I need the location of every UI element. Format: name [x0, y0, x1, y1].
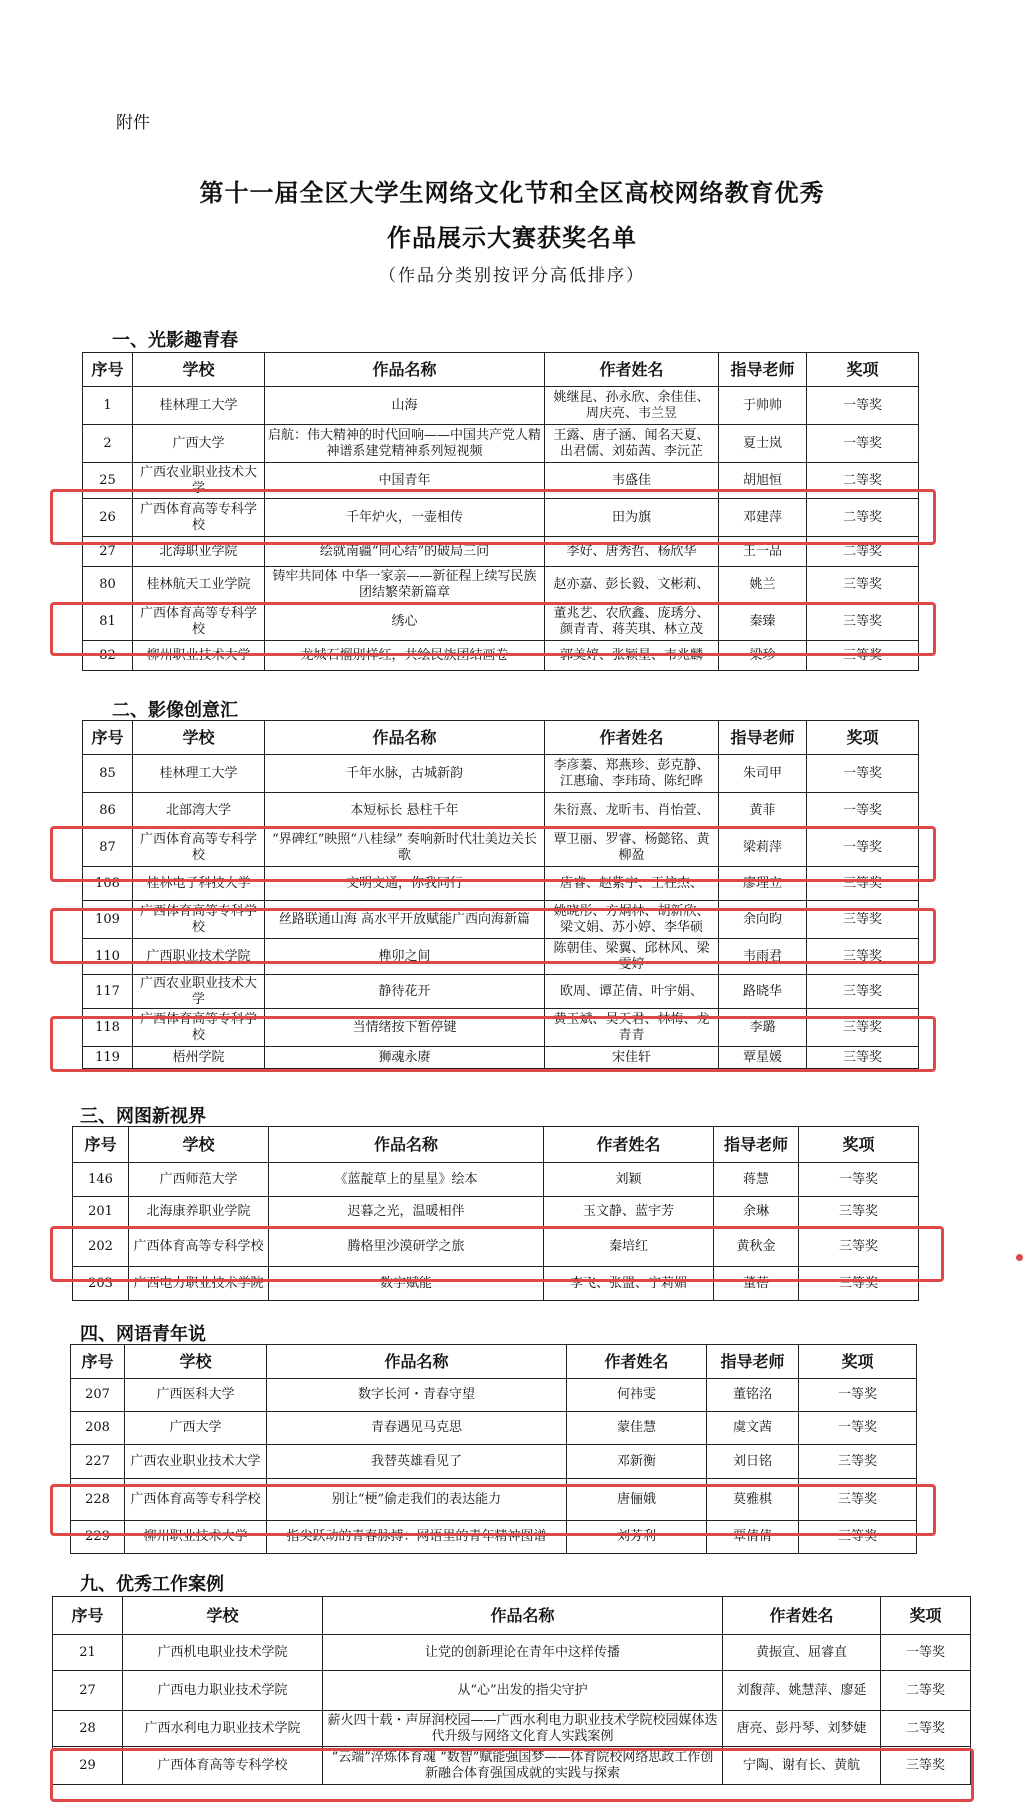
cell-award: 三等奖	[799, 1521, 917, 1554]
cell-work: 数字长河・青春守望	[267, 1379, 567, 1412]
table-row	[53, 1635, 971, 1671]
cell-author: 欧周、谭芷倩、叶宇娟、	[545, 975, 719, 1009]
table-row	[53, 1671, 971, 1711]
cell-advisor: 韦雨君	[719, 939, 807, 975]
header-advisor: 指导老师	[707, 1345, 799, 1379]
cell-no: 227	[71, 1445, 125, 1479]
header-award: 奖项	[799, 1127, 919, 1163]
header-advisor: 指导老师	[714, 1127, 799, 1163]
table-row	[73, 1197, 919, 1227]
cell-award: 二等奖	[807, 537, 919, 567]
table-photo	[82, 352, 919, 671]
table-header-row	[83, 353, 919, 387]
cell-author: 赵亦嘉、彭长毅、文彬莉、	[545, 567, 719, 603]
cell-work: 千年水脉，古城新韵	[265, 755, 545, 793]
header-advisor: 指导老师	[719, 353, 807, 387]
cell-award: 三等奖	[799, 1479, 917, 1521]
header-award: 奖项	[807, 353, 919, 387]
attachment-label: 附件	[116, 113, 150, 133]
table-row	[83, 463, 919, 499]
cell-school: 桂林理工大学	[133, 755, 265, 793]
cell-award: 三等奖	[807, 567, 919, 603]
cell-work: “云端”淬炼体育魂 “数智”赋能强国梦——体育院校网络思政工作创新融合体育强国成就的实践与探索	[323, 1747, 723, 1785]
cell-school: 桂林理工大学	[133, 387, 265, 425]
table-row	[73, 1267, 919, 1301]
cell-advisor: 夏士岚	[719, 425, 807, 463]
table-row	[71, 1479, 917, 1521]
table-row	[83, 567, 919, 603]
cell-advisor: 余琳	[714, 1197, 799, 1227]
header-work: 作品名称	[269, 1127, 544, 1163]
header-author: 作者姓名	[545, 353, 719, 387]
table-row	[71, 1379, 917, 1412]
table-row	[71, 1412, 917, 1445]
cell-no: 201	[73, 1197, 129, 1227]
cell-no: 207	[71, 1379, 125, 1412]
cell-author: 邓新衡	[567, 1445, 707, 1479]
cell-author: 韦盛佳	[545, 463, 719, 499]
table-row	[83, 641, 919, 671]
cell-work: 本短标长 悬柱千年	[265, 793, 545, 829]
cell-advisor: 董铭洺	[707, 1379, 799, 1412]
cell-award: 二等奖	[881, 1711, 971, 1747]
cell-author: 姚继昆、孙永欣、余佳佳、周庆亮、韦兰昱	[545, 387, 719, 425]
cell-school: 柳州职业技术大学	[125, 1521, 267, 1554]
cell-school: 广西农业职业技术大学	[133, 975, 265, 1009]
cell-no: 82	[83, 641, 133, 671]
table-header-row	[53, 1597, 971, 1635]
cell-school: 广西体育高等专科学校	[133, 1009, 265, 1047]
cell-award: 一等奖	[799, 1379, 917, 1412]
cell-advisor: 朱司甲	[719, 755, 807, 793]
header-school: 学校	[133, 353, 265, 387]
cell-no: 81	[83, 603, 133, 641]
cell-award: 三等奖	[807, 1047, 919, 1069]
header-no: 序号	[83, 721, 133, 755]
cell-advisor: 覃倩倩	[707, 1521, 799, 1554]
table-header-row	[83, 721, 919, 755]
header-award: 奖项	[881, 1597, 971, 1635]
document-subtitle: （作品分类别按评分高低排序）	[379, 266, 645, 286]
cell-author: 唐睿、赵紫宇、王柱杰、	[545, 867, 719, 901]
cell-school: 桂林电子科技大学	[133, 867, 265, 901]
cell-school: 北海职业学院	[133, 537, 265, 567]
cell-no: 85	[83, 755, 133, 793]
section-title-photo: 一、光影趣青春	[112, 330, 238, 351]
table-words	[70, 1344, 917, 1554]
cell-no: 117	[83, 975, 133, 1009]
cell-school: 广西水利电力职业技术学院	[123, 1711, 323, 1747]
table-row	[83, 499, 919, 537]
header-no: 序号	[73, 1127, 129, 1163]
cell-no: 2	[83, 425, 133, 463]
cell-author: 蒙佳慧	[567, 1412, 707, 1445]
table-row	[83, 975, 919, 1009]
cell-work: 榫卯之间	[265, 939, 545, 975]
table-header-row	[73, 1127, 919, 1163]
header-school: 学校	[133, 721, 265, 755]
cell-award: 三等奖	[799, 1267, 919, 1301]
cell-school: 梧州学院	[133, 1047, 265, 1069]
header-author: 作者姓名	[544, 1127, 714, 1163]
cell-author: 黄玉斌、吴天君、林梅、龙青青	[545, 1009, 719, 1047]
cell-no: 118	[83, 1009, 133, 1047]
cell-award: 三等奖	[807, 867, 919, 901]
cell-advisor: 秦臻	[719, 603, 807, 641]
cell-author: 黄振宣、屈睿直	[723, 1635, 881, 1671]
cell-work: 青春遇见马克思	[267, 1412, 567, 1445]
cell-work: 丝路联通山海 高水平开放赋能广西向海新篇	[265, 901, 545, 939]
cell-school: 广西大学	[125, 1412, 267, 1445]
cell-author: 刘馥萍、姚慧萍、廖延	[723, 1671, 881, 1711]
cell-no: 119	[83, 1047, 133, 1069]
cell-no: 110	[83, 939, 133, 975]
cell-author: 李彦蓁、郑燕珍、彭克静、江惠瑜、李玮琦、陈纪晔	[545, 755, 719, 793]
cell-no: 208	[71, 1412, 125, 1445]
cell-no: 87	[83, 829, 133, 867]
cell-work: 别让“梗”偷走我们的表达能力	[267, 1479, 567, 1521]
cell-award: 二等奖	[807, 463, 919, 499]
cell-award: 三等奖	[799, 1197, 919, 1227]
table-row	[71, 1521, 917, 1554]
cell-work: 静待花开	[265, 975, 545, 1009]
table-row	[83, 1047, 919, 1069]
cell-school: 广西师范大学	[129, 1163, 269, 1197]
cell-work: 让党的创新理论在青年中这样传播	[323, 1635, 723, 1671]
section-title-graphic: 三、网图新视界	[80, 1106, 206, 1127]
table-row	[83, 829, 919, 867]
header-work: 作品名称	[323, 1597, 723, 1635]
cell-advisor: 莫雅棋	[707, 1479, 799, 1521]
cell-advisor: 蒋慧	[714, 1163, 799, 1197]
section-title-video: 二、影像创意汇	[112, 700, 238, 721]
header-award: 奖项	[799, 1345, 917, 1379]
cell-work: 文明交通，你我同行	[265, 867, 545, 901]
cell-author: 陈朝佳、梁翼、邱林风、梁雯婷	[545, 939, 719, 975]
cell-no: 108	[83, 867, 133, 901]
cell-advisor: 邓建萍	[719, 499, 807, 537]
table-row	[83, 425, 919, 463]
cell-no: 229	[71, 1521, 125, 1554]
cell-work: 迟暮之光，温暖相伴	[269, 1197, 544, 1227]
cell-author: 李好、唐秀哲、杨欣华	[545, 537, 719, 567]
header-author: 作者姓名	[545, 721, 719, 755]
cell-advisor: 虞文茜	[707, 1412, 799, 1445]
cell-work: 千年炉火，一壶相传	[265, 499, 545, 537]
cell-work: 铸牢共同体 中华一家亲——新征程上续写民族团结繁荣新篇章	[265, 567, 545, 603]
cell-author: 田为旗	[545, 499, 719, 537]
table-row	[71, 1445, 917, 1479]
cell-advisor: 董蓓	[714, 1267, 799, 1301]
table-graphic	[72, 1126, 919, 1301]
document-title-line-2: 作品展示大赛获奖名单	[387, 223, 637, 252]
cell-advisor: 梁莉萍	[719, 829, 807, 867]
cell-no: 228	[71, 1479, 125, 1521]
cell-school: 广西体育高等专科学校	[125, 1479, 267, 1521]
cell-award: 一等奖	[799, 1163, 919, 1197]
cell-author: 唐俪娥	[567, 1479, 707, 1521]
cell-advisor: 路晓华	[719, 975, 807, 1009]
cell-award: 一等奖	[799, 1412, 917, 1445]
cell-advisor: 王一品	[719, 537, 807, 567]
cell-author: 何祎雯	[567, 1379, 707, 1412]
cell-work: 龙城石榴别样红，共绘民族团结画卷	[265, 641, 545, 671]
header-advisor: 指导老师	[719, 721, 807, 755]
table-row	[53, 1747, 971, 1785]
cell-work: “界碑红”映照“八桂绿” 奏响新时代壮美边关长歌	[265, 829, 545, 867]
table-row	[73, 1227, 919, 1267]
cell-author: 宁陶、谢有长、黄航	[723, 1747, 881, 1785]
cell-no: 109	[83, 901, 133, 939]
cell-author: 李飞、张盟、宁莉媚	[544, 1267, 714, 1301]
cell-award: 一等奖	[881, 1635, 971, 1671]
cell-no: 26	[83, 499, 133, 537]
table-row	[83, 939, 919, 975]
cell-no: 86	[83, 793, 133, 829]
header-award: 奖项	[807, 721, 919, 755]
cell-advisor: 余向昀	[719, 901, 807, 939]
cell-award: 三等奖	[807, 641, 919, 671]
table-video	[82, 720, 919, 1069]
cell-advisor: 于帅帅	[719, 387, 807, 425]
table-header-row	[71, 1345, 917, 1379]
cell-work: 我替英雄看见了	[267, 1445, 567, 1479]
cell-no: 80	[83, 567, 133, 603]
table-row	[83, 1009, 919, 1047]
cell-advisor: 李璐	[719, 1009, 807, 1047]
cell-author: 刘颖	[544, 1163, 714, 1197]
cell-school: 广西体育高等专科学校	[123, 1747, 323, 1785]
cell-author: 覃卫丽、罗睿、杨懿铭、黄柳盈	[545, 829, 719, 867]
header-author: 作者姓名	[723, 1597, 881, 1635]
cell-advisor: 廖理立	[719, 867, 807, 901]
cell-school: 桂林航天工业学院	[133, 567, 265, 603]
cell-no: 29	[53, 1747, 123, 1785]
cell-award: 三等奖	[807, 603, 919, 641]
table-row	[83, 387, 919, 425]
cell-no: 27	[53, 1671, 123, 1711]
cell-work: 《蓝靛草上的星星》绘本	[269, 1163, 544, 1197]
cell-author: 王露、唐子涵、闻名天夏、出君儒、刘茹茜、李沅芷	[545, 425, 719, 463]
header-work: 作品名称	[265, 721, 545, 755]
header-no: 序号	[83, 353, 133, 387]
cell-award: 一等奖	[807, 425, 919, 463]
cell-school: 广西体育高等专科学校	[133, 499, 265, 537]
cell-no: 146	[73, 1163, 129, 1197]
cell-award: 一等奖	[807, 387, 919, 425]
cell-author: 朱衍熹、龙昕韦、肖怡萱、	[545, 793, 719, 829]
cell-school: 北海康养职业学院	[129, 1197, 269, 1227]
cell-no: 202	[73, 1227, 129, 1267]
table-row	[83, 755, 919, 793]
cell-author: 郭美婷、张颖星、韦兆麟	[545, 641, 719, 671]
table-row	[53, 1711, 971, 1747]
cell-work: 薪火四十载・声屏润校园——广西水利电力职业技术学院校园媒体迭代升级与网络文化育人实践案例	[323, 1711, 723, 1747]
cell-work: 指尖跃动的青春脉搏：网语里的青年精神图谱	[267, 1521, 567, 1554]
cell-work: 当情绪按下暂停键	[265, 1009, 545, 1047]
cell-school: 广西医科大学	[125, 1379, 267, 1412]
cell-award: 三等奖	[807, 939, 919, 975]
cell-school: 广西体育高等专科学校	[133, 901, 265, 939]
cell-award: 一等奖	[807, 755, 919, 793]
cell-work: 中国青年	[265, 463, 545, 499]
cell-award: 三等奖	[799, 1227, 919, 1267]
cell-advisor: 黄秋金	[714, 1227, 799, 1267]
section-title-words: 四、网语青年说	[80, 1324, 206, 1345]
cell-award: 二等奖	[807, 499, 919, 537]
header-school: 学校	[123, 1597, 323, 1635]
cell-award: 三等奖	[807, 975, 919, 1009]
cell-no: 1	[83, 387, 133, 425]
table-row	[83, 793, 919, 829]
cell-work: 启航：伟大精神的时代回响——中国共产党人精神谱系建党精神系列短视频	[265, 425, 545, 463]
table-row	[73, 1163, 919, 1197]
cell-no: 28	[53, 1711, 123, 1747]
cell-advisor: 胡旭恒	[719, 463, 807, 499]
cell-school: 广西体育高等专科学校	[133, 829, 265, 867]
cell-award: 三等奖	[807, 1009, 919, 1047]
cell-award: 一等奖	[807, 793, 919, 829]
cell-work: 绣心	[265, 603, 545, 641]
cell-school: 广西体育高等专科学校	[133, 603, 265, 641]
cell-work: 绘就南疆“同心结”的破局三问	[265, 537, 545, 567]
cell-work: 山海	[265, 387, 545, 425]
cell-no: 203	[73, 1267, 129, 1301]
cell-work: 数字赋能	[269, 1267, 544, 1301]
cell-no: 27	[83, 537, 133, 567]
header-no: 序号	[71, 1345, 125, 1379]
cell-advisor: 梁珍	[719, 641, 807, 671]
cell-work: 腾格里沙漠研学之旅	[269, 1227, 544, 1267]
cell-school: 广西电力职业技术学院	[129, 1267, 269, 1301]
cell-advisor: 覃星媛	[719, 1047, 807, 1069]
cell-advisor: 姚兰	[719, 567, 807, 603]
cell-author: 刘芳利	[567, 1521, 707, 1554]
header-work: 作品名称	[265, 353, 545, 387]
table-row	[83, 867, 919, 901]
cell-author: 秦培红	[544, 1227, 714, 1267]
cell-school: 北部湾大学	[133, 793, 265, 829]
red-dot-mark	[1016, 1254, 1023, 1261]
header-school: 学校	[129, 1127, 269, 1163]
cell-no: 25	[83, 463, 133, 499]
cell-school: 广西职业技术学院	[133, 939, 265, 975]
cell-award: 一等奖	[807, 829, 919, 867]
table-row	[83, 901, 919, 939]
cell-award: 二等奖	[881, 1671, 971, 1711]
cell-school: 柳州职业技术大学	[133, 641, 265, 671]
table-row	[83, 537, 919, 567]
cell-award: 三等奖	[881, 1747, 971, 1785]
cell-school: 广西体育高等专科学校	[129, 1227, 269, 1267]
table-row	[83, 603, 919, 641]
table-cases	[52, 1596, 971, 1785]
cell-no: 21	[53, 1635, 123, 1671]
header-author: 作者姓名	[567, 1345, 707, 1379]
header-work: 作品名称	[267, 1345, 567, 1379]
cell-advisor: 刘日铭	[707, 1445, 799, 1479]
cell-work: 狮魂永赓	[265, 1047, 545, 1069]
cell-work: 从“心”出发的指尖守护	[323, 1671, 723, 1711]
cell-award: 三等奖	[807, 901, 919, 939]
cell-school: 广西电力职业技术学院	[123, 1671, 323, 1711]
section-title-cases: 九、优秀工作案例	[80, 1574, 224, 1595]
cell-school: 广西机电职业技术学院	[123, 1635, 323, 1671]
cell-award: 三等奖	[799, 1445, 917, 1479]
cell-advisor: 黄菲	[719, 793, 807, 829]
cell-school: 广西农业职业技术大学	[133, 463, 265, 499]
cell-author: 董兆艺、农欣鑫、庞琇分、颜青青、蒋芙琪、林立茂	[545, 603, 719, 641]
cell-school: 广西大学	[133, 425, 265, 463]
cell-author: 宋佳轩	[545, 1047, 719, 1069]
document-title-line-1: 第十一届全区大学生网络文化节和全区高校网络教育优秀	[199, 178, 825, 207]
cell-school: 广西农业职业技术大学	[125, 1445, 267, 1479]
cell-author: 姚晓彤、方炯林、胡新欣、梁文娟、苏小婷、李华硕	[545, 901, 719, 939]
cell-author: 唐亮、彭丹琴、刘梦婕	[723, 1711, 881, 1747]
cell-author: 玉文静、蓝宇芳	[544, 1197, 714, 1227]
header-no: 序号	[53, 1597, 123, 1635]
header-school: 学校	[125, 1345, 267, 1379]
